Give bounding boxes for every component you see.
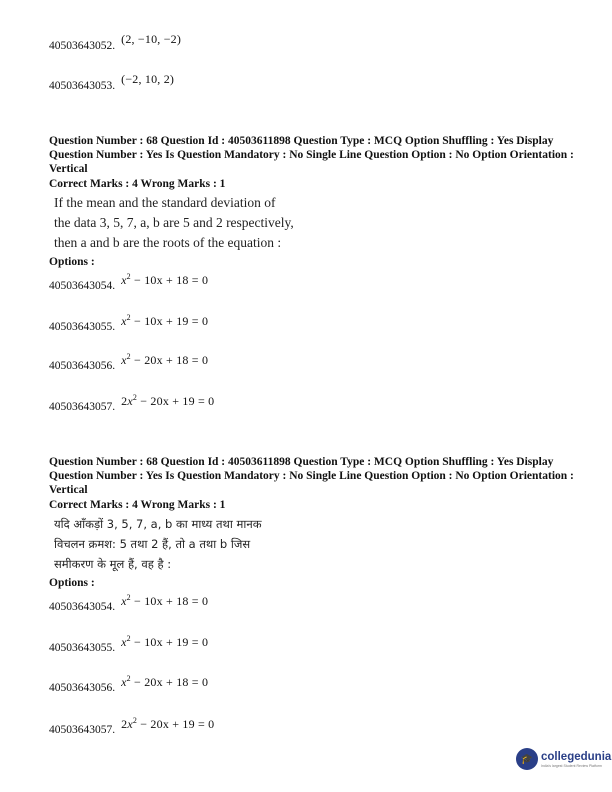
option-id: 40503643057. [49,724,116,736]
option-row [49,674,208,694]
logo-tagline: India's largest Student Review Platform [541,763,602,768]
option-row [49,716,214,736]
question-text-line: If the mean and the standard deviation of [54,195,276,210]
option-equation: $2x^2 - 20x + 19 = 0$ [121,393,215,408]
option-equation: $x^2 - 20x + 18 = 0$ [121,674,209,689]
options-label: Options : [49,577,95,589]
option-id: 40503643057. [49,401,116,413]
question-text [54,193,304,253]
question-text [54,514,304,574]
option-row [49,72,174,92]
option-row [49,272,208,292]
option-row [49,393,214,413]
option-id: 40503643055. [49,642,116,654]
option-equation: $x^2 - 10x + 19 = 0$ [121,634,209,649]
option-equation: $2x^2 - 20x + 19 = 0$ [121,716,215,731]
question-text-line: विचलन क्रमश: 5 तथा 2 हैं, तो a तथा b जिस [54,537,251,551]
option-expression: (−2, 10, 2) [121,72,175,86]
question-header: Question Number : 68 Question Id : 40503611898 Question Type : MCQ Option Shuffling : Yes Display Question Number : Yes Is Question Mandatory : No Single Line Question Option : No Option Orientation : Vertical [49,135,574,175]
option-id: 40503643053. [49,80,116,92]
collegedunia-logo [516,748,611,770]
logo-name: collegedunia [541,750,612,763]
graduate-cap-icon: 🎓 [516,748,538,770]
option-row [49,352,208,372]
option-equation: $x^2 - 10x + 19 = 0$ [121,313,209,328]
option-equation: $x^2 - 10x + 18 = 0$ [121,593,209,608]
option-equation: $x^2 - 20x + 18 = 0$ [121,352,209,367]
question-header: Question Number : 68 Question Id : 40503611898 Question Type : MCQ Option Shuffling : Yes Display Question Number : Yes Is Question Mandatory : No Single Line Question Option : No Option Orientation : Vertical [49,456,574,496]
option-id: 40503643054. [49,280,116,292]
question-text-line: the data 3, 5, 7, a, b are 5 and 2 respectively, [54,215,294,230]
option-id: 40503643054. [49,601,116,613]
question-text-line: then a and b are the roots of the equation : [54,235,282,250]
option-id: 40503643055. [49,321,116,333]
marks-line: Correct Marks : 4 Wrong Marks : 1 [49,499,226,511]
option-row [49,32,181,52]
marks-line: Correct Marks : 4 Wrong Marks : 1 [49,178,226,190]
option-row [49,593,208,613]
options-label: Options : [49,256,95,268]
option-id: 40503643056. [49,360,116,372]
option-id: 40503643052. [49,40,116,52]
option-equation: $x^2 - 10x + 18 = 0$ [121,272,209,287]
option-row [49,634,208,654]
option-row [49,313,208,333]
question-text-line: समीकरण के मूल हैं, वह है : [54,557,172,571]
option-expression: (2, −10, −2) [121,32,182,46]
option-id: 40503643056. [49,682,116,694]
question-text-line: यदि आँकड़ों 3, 5, 7, a, b का माध्य तथा मानक [54,517,262,531]
